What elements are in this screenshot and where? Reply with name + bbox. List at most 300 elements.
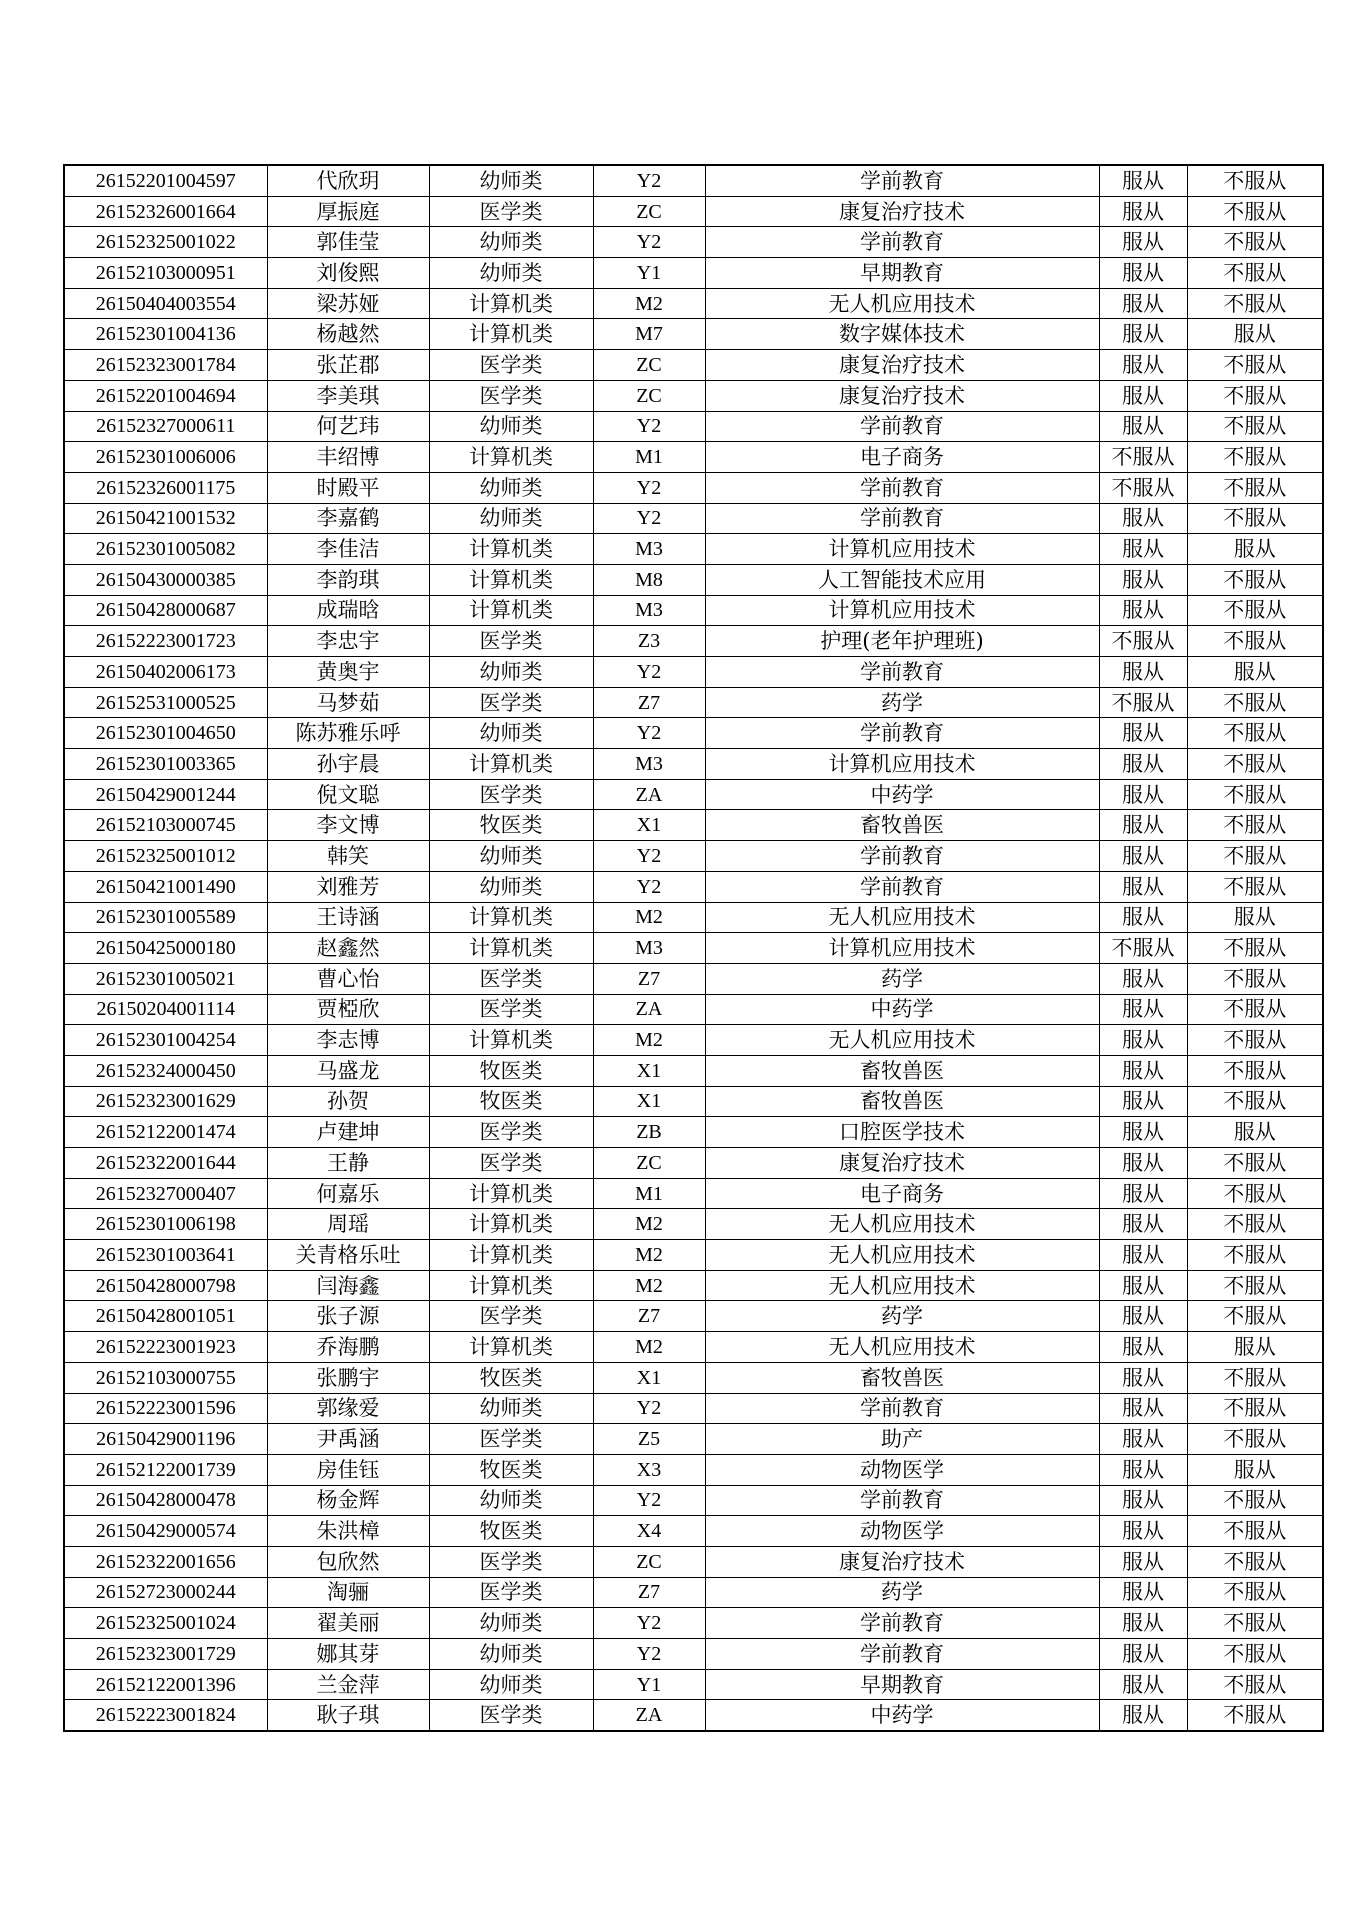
major-code-cell: M3 (593, 595, 705, 626)
student-name-cell: 孙贺 (267, 1086, 429, 1117)
major-name-cell: 口腔医学技术 (705, 1117, 1099, 1148)
student-name-cell: 闫海鑫 (267, 1270, 429, 1301)
adjust-major-cell: 服从 (1099, 350, 1187, 381)
table-row (64, 1577, 1323, 1608)
major-name-cell: 畜牧兽医 (705, 1086, 1099, 1117)
table-row (64, 933, 1323, 964)
category-cell: 幼师类 (429, 718, 593, 749)
student-name-cell: 李忠宇 (267, 626, 429, 657)
adjust-major-cell: 服从 (1099, 1148, 1187, 1179)
student-name-cell: 卢建坤 (267, 1117, 429, 1148)
category-cell: 幼师类 (429, 657, 593, 688)
student-name-cell: 贾椏欣 (267, 994, 429, 1025)
major-code-cell: M2 (593, 1270, 705, 1301)
major-code-cell: M8 (593, 564, 705, 595)
category-cell: 医学类 (429, 963, 593, 994)
adjust-school-cell: 不服从 (1187, 1393, 1323, 1424)
student-name-cell: 张子源 (267, 1301, 429, 1332)
exam-id-cell: 26152301004254 (64, 1025, 267, 1056)
student-name-cell: 房佳钰 (267, 1454, 429, 1485)
adjust-school-cell: 服从 (1187, 534, 1323, 565)
major-name-cell: 计算机应用技术 (705, 534, 1099, 565)
category-cell: 计算机类 (429, 902, 593, 933)
table-row (64, 380, 1323, 411)
major-code-cell: ZC (593, 1546, 705, 1577)
adjust-school-cell: 服从 (1187, 657, 1323, 688)
adjust-major-cell: 服从 (1099, 288, 1187, 319)
exam-id-cell: 26152201004597 (64, 165, 267, 196)
exam-id-cell: 26152223001923 (64, 1332, 267, 1363)
major-name-cell: 电子商务 (705, 442, 1099, 473)
adjust-school-cell: 不服从 (1187, 841, 1323, 872)
major-name-cell: 学前教育 (705, 1393, 1099, 1424)
major-name-cell: 数字媒体技术 (705, 319, 1099, 350)
student-name-cell: 马盛龙 (267, 1055, 429, 1086)
major-code-cell: Y2 (593, 1393, 705, 1424)
major-name-cell: 早期教育 (705, 1669, 1099, 1700)
category-cell: 医学类 (429, 380, 593, 411)
adjust-major-cell: 服从 (1099, 810, 1187, 841)
major-code-cell: Y2 (593, 657, 705, 688)
adjust-major-cell: 服从 (1099, 380, 1187, 411)
category-cell: 牧医类 (429, 810, 593, 841)
major-code-cell: ZC (593, 380, 705, 411)
adjust-major-cell: 服从 (1099, 1301, 1187, 1332)
table-row (64, 841, 1323, 872)
student-name-cell: 关青格乐吐 (267, 1240, 429, 1271)
major-name-cell: 学前教育 (705, 1639, 1099, 1670)
major-name-cell: 动物医学 (705, 1454, 1099, 1485)
adjust-school-cell: 不服从 (1187, 871, 1323, 902)
adjust-major-cell: 服从 (1099, 1393, 1187, 1424)
adjust-school-cell: 不服从 (1187, 196, 1323, 227)
adjust-major-cell: 服从 (1099, 1454, 1187, 1485)
major-name-cell: 无人机应用技术 (705, 1240, 1099, 1271)
adjust-major-cell: 服从 (1099, 1424, 1187, 1455)
exam-id-cell: 26152325001012 (64, 841, 267, 872)
table-row (64, 810, 1323, 841)
exam-id-cell: 26152326001664 (64, 196, 267, 227)
exam-id-cell: 26152301006198 (64, 1209, 267, 1240)
major-name-cell: 中药学 (705, 779, 1099, 810)
major-code-cell: M7 (593, 319, 705, 350)
major-name-cell: 无人机应用技术 (705, 1025, 1099, 1056)
exam-id-cell: 26152201004694 (64, 380, 267, 411)
table-row (64, 503, 1323, 534)
major-name-cell: 无人机应用技术 (705, 288, 1099, 319)
category-cell: 幼师类 (429, 1669, 593, 1700)
category-cell: 计算机类 (429, 1209, 593, 1240)
adjust-major-cell: 服从 (1099, 902, 1187, 933)
adjust-school-cell: 不服从 (1187, 503, 1323, 534)
adjust-school-cell: 不服从 (1187, 1148, 1323, 1179)
table-row (64, 871, 1323, 902)
category-cell: 计算机类 (429, 749, 593, 780)
adjust-major-cell: 服从 (1099, 871, 1187, 902)
adjust-major-cell: 服从 (1099, 1669, 1187, 1700)
exam-id-cell: 26152223001723 (64, 626, 267, 657)
category-cell: 幼师类 (429, 258, 593, 289)
table-row (64, 1516, 1323, 1547)
adjust-school-cell: 不服从 (1187, 1608, 1323, 1639)
student-name-cell: 张鹏宇 (267, 1362, 429, 1393)
major-code-cell: ZC (593, 350, 705, 381)
adjust-school-cell: 不服从 (1187, 1546, 1323, 1577)
category-cell: 计算机类 (429, 1240, 593, 1271)
adjust-school-cell: 不服从 (1187, 288, 1323, 319)
table-row (64, 1362, 1323, 1393)
table-row (64, 1454, 1323, 1485)
category-cell: 幼师类 (429, 1485, 593, 1516)
adjust-major-cell: 服从 (1099, 1086, 1187, 1117)
adjust-major-cell: 服从 (1099, 1362, 1187, 1393)
category-cell: 牧医类 (429, 1086, 593, 1117)
major-name-cell: 康复治疗技术 (705, 1148, 1099, 1179)
major-code-cell: M2 (593, 1332, 705, 1363)
category-cell: 幼师类 (429, 165, 593, 196)
major-name-cell: 计算机应用技术 (705, 749, 1099, 780)
major-name-cell: 康复治疗技术 (705, 350, 1099, 381)
student-name-cell: 何艺玮 (267, 411, 429, 442)
student-name-cell: 李嘉鹤 (267, 503, 429, 534)
exam-id-cell: 26152103000755 (64, 1362, 267, 1393)
adjust-major-cell: 服从 (1099, 411, 1187, 442)
category-cell: 医学类 (429, 1117, 593, 1148)
adjust-school-cell: 不服从 (1187, 350, 1323, 381)
category-cell: 计算机类 (429, 442, 593, 473)
major-code-cell: M3 (593, 933, 705, 964)
major-name-cell: 无人机应用技术 (705, 1332, 1099, 1363)
table-row (64, 258, 1323, 289)
table-row (64, 902, 1323, 933)
category-cell: 计算机类 (429, 288, 593, 319)
adjust-major-cell: 不服从 (1099, 626, 1187, 657)
major-name-cell: 学前教育 (705, 1485, 1099, 1516)
exam-id-cell: 26152323001784 (64, 350, 267, 381)
major-code-cell: X1 (593, 1086, 705, 1117)
major-name-cell: 中药学 (705, 994, 1099, 1025)
adjust-major-cell: 服从 (1099, 1332, 1187, 1363)
adjust-school-cell: 服从 (1187, 319, 1323, 350)
category-cell: 计算机类 (429, 319, 593, 350)
student-name-cell: 梁苏娅 (267, 288, 429, 319)
major-code-cell: Y1 (593, 1669, 705, 1700)
adjust-major-cell: 服从 (1099, 1270, 1187, 1301)
major-name-cell: 学前教育 (705, 1608, 1099, 1639)
category-cell: 牧医类 (429, 1516, 593, 1547)
major-code-cell: X1 (593, 1055, 705, 1086)
student-name-cell: 赵鑫然 (267, 933, 429, 964)
exam-id-cell: 26150428001051 (64, 1301, 267, 1332)
major-code-cell: Z7 (593, 1301, 705, 1332)
category-cell: 医学类 (429, 1301, 593, 1332)
major-name-cell: 学前教育 (705, 411, 1099, 442)
major-name-cell: 学前教育 (705, 871, 1099, 902)
exam-id-cell: 26152103000745 (64, 810, 267, 841)
table-row (64, 288, 1323, 319)
major-name-cell: 学前教育 (705, 718, 1099, 749)
student-name-cell: 兰金萍 (267, 1669, 429, 1700)
adjust-school-cell: 不服从 (1187, 1055, 1323, 1086)
adjust-school-cell: 不服从 (1187, 1669, 1323, 1700)
table-row (64, 1270, 1323, 1301)
major-name-cell: 早期教育 (705, 258, 1099, 289)
adjust-major-cell: 服从 (1099, 319, 1187, 350)
adjust-major-cell: 服从 (1099, 841, 1187, 872)
student-name-cell: 李佳洁 (267, 534, 429, 565)
major-code-cell: Y2 (593, 227, 705, 258)
category-cell: 幼师类 (429, 227, 593, 258)
adjust-major-cell: 服从 (1099, 779, 1187, 810)
table-row (64, 595, 1323, 626)
adjust-school-cell: 不服从 (1187, 626, 1323, 657)
exam-id-cell: 26150429000574 (64, 1516, 267, 1547)
table-row (64, 1669, 1323, 1700)
major-code-cell: ZC (593, 196, 705, 227)
adjust-major-cell: 服从 (1099, 1178, 1187, 1209)
adjust-school-cell: 不服从 (1187, 1362, 1323, 1393)
adjust-major-cell: 服从 (1099, 1055, 1187, 1086)
exam-id-cell: 26152122001739 (64, 1454, 267, 1485)
student-name-cell: 张芷郡 (267, 350, 429, 381)
exam-id-cell: 26152301005589 (64, 902, 267, 933)
student-name-cell: 何嘉乐 (267, 1178, 429, 1209)
major-code-cell: Y1 (593, 258, 705, 289)
adjust-major-cell: 服从 (1099, 595, 1187, 626)
adjust-major-cell: 服从 (1099, 1639, 1187, 1670)
adjust-school-cell: 不服从 (1187, 1424, 1323, 1455)
major-name-cell: 药学 (705, 687, 1099, 718)
student-name-cell: 倪文聪 (267, 779, 429, 810)
adjust-major-cell: 服从 (1099, 994, 1187, 1025)
exam-id-cell: 26152301003365 (64, 749, 267, 780)
table-row (64, 411, 1323, 442)
major-code-cell: Y2 (593, 718, 705, 749)
adjust-school-cell: 不服从 (1187, 380, 1323, 411)
table-row (64, 1025, 1323, 1056)
adjust-major-cell: 服从 (1099, 963, 1187, 994)
student-name-cell: 包欣然 (267, 1546, 429, 1577)
exam-id-cell: 26152325001022 (64, 227, 267, 258)
exam-id-cell: 26150204001114 (64, 994, 267, 1025)
adjust-major-cell: 不服从 (1099, 687, 1187, 718)
exam-id-cell: 26152322001656 (64, 1546, 267, 1577)
adjust-school-cell: 不服从 (1187, 687, 1323, 718)
major-code-cell: M1 (593, 442, 705, 473)
table-row (64, 1178, 1323, 1209)
major-code-cell: Z7 (593, 963, 705, 994)
category-cell: 计算机类 (429, 1178, 593, 1209)
adjust-school-cell: 不服从 (1187, 1025, 1323, 1056)
adjust-major-cell: 服从 (1099, 657, 1187, 688)
category-cell: 计算机类 (429, 933, 593, 964)
adjust-major-cell: 服从 (1099, 1025, 1187, 1056)
category-cell: 计算机类 (429, 1270, 593, 1301)
table-row (64, 994, 1323, 1025)
adjust-school-cell: 服从 (1187, 902, 1323, 933)
exam-id-cell: 26150404003554 (64, 288, 267, 319)
major-code-cell: X1 (593, 1362, 705, 1393)
exam-id-cell: 26152327000611 (64, 411, 267, 442)
adjust-major-cell: 服从 (1099, 258, 1187, 289)
student-name-cell: 朱洪樟 (267, 1516, 429, 1547)
category-cell: 医学类 (429, 1577, 593, 1608)
major-code-cell: M3 (593, 749, 705, 780)
table-row (64, 1332, 1323, 1363)
adjust-major-cell: 服从 (1099, 1240, 1187, 1271)
student-name-cell: 丰绍博 (267, 442, 429, 473)
table-row (64, 1700, 1323, 1731)
exam-id-cell: 26152322001644 (64, 1148, 267, 1179)
table-row (64, 963, 1323, 994)
adjust-school-cell: 不服从 (1187, 933, 1323, 964)
adjust-school-cell: 不服从 (1187, 1639, 1323, 1670)
adjust-school-cell: 不服从 (1187, 165, 1323, 196)
major-name-cell: 康复治疗技术 (705, 380, 1099, 411)
major-name-cell: 无人机应用技术 (705, 902, 1099, 933)
major-name-cell: 学前教育 (705, 472, 1099, 503)
category-cell: 牧医类 (429, 1055, 593, 1086)
major-code-cell: M2 (593, 1240, 705, 1271)
student-name-cell: 马梦茹 (267, 687, 429, 718)
student-name-cell: 厚振庭 (267, 196, 429, 227)
student-name-cell: 翟美丽 (267, 1608, 429, 1639)
student-name-cell: 刘俊熙 (267, 258, 429, 289)
adjust-school-cell: 不服从 (1187, 411, 1323, 442)
exam-id-cell: 26152323001629 (64, 1086, 267, 1117)
major-name-cell: 药学 (705, 963, 1099, 994)
category-cell: 医学类 (429, 626, 593, 657)
exam-id-cell: 26152324000450 (64, 1055, 267, 1086)
adjust-school-cell: 不服从 (1187, 810, 1323, 841)
category-cell: 计算机类 (429, 534, 593, 565)
table-row (64, 350, 1323, 381)
major-code-cell: Z5 (593, 1424, 705, 1455)
exam-id-cell: 26150430000385 (64, 564, 267, 595)
student-name-cell: 郭缘爱 (267, 1393, 429, 1424)
adjust-school-cell: 不服从 (1187, 994, 1323, 1025)
major-code-cell: Y2 (593, 1485, 705, 1516)
major-code-cell: ZC (593, 1148, 705, 1179)
major-code-cell: ZA (593, 779, 705, 810)
major-name-cell: 畜牧兽医 (705, 1055, 1099, 1086)
table-row (64, 1055, 1323, 1086)
student-name-cell: 代欣玥 (267, 165, 429, 196)
category-cell: 幼师类 (429, 1639, 593, 1670)
exam-id-cell: 26152301003641 (64, 1240, 267, 1271)
adjust-school-cell: 服从 (1187, 1332, 1323, 1363)
major-code-cell: ZA (593, 994, 705, 1025)
category-cell: 幼师类 (429, 411, 593, 442)
major-name-cell: 无人机应用技术 (705, 1270, 1099, 1301)
student-name-cell: 郭佳莹 (267, 227, 429, 258)
adjust-school-cell: 不服从 (1187, 1516, 1323, 1547)
exam-id-cell: 26150421001532 (64, 503, 267, 534)
exam-id-cell: 26152301005082 (64, 534, 267, 565)
major-code-cell: X3 (593, 1454, 705, 1485)
category-cell: 医学类 (429, 1546, 593, 1577)
major-name-cell: 学前教育 (705, 657, 1099, 688)
table-row (64, 657, 1323, 688)
adjust-school-cell: 不服从 (1187, 1209, 1323, 1240)
major-code-cell: Y2 (593, 871, 705, 902)
adjust-school-cell: 不服从 (1187, 258, 1323, 289)
major-code-cell: M2 (593, 1025, 705, 1056)
adjust-school-cell: 不服从 (1187, 1086, 1323, 1117)
student-name-cell: 李志博 (267, 1025, 429, 1056)
table-row (64, 227, 1323, 258)
table-row (64, 1424, 1323, 1455)
table-row (64, 1393, 1323, 1424)
exam-id-cell: 26150428000798 (64, 1270, 267, 1301)
category-cell: 医学类 (429, 1700, 593, 1731)
category-cell: 计算机类 (429, 595, 593, 626)
student-name-cell: 李文博 (267, 810, 429, 841)
exam-id-cell: 26152326001175 (64, 472, 267, 503)
student-name-cell: 刘雅芳 (267, 871, 429, 902)
adjust-school-cell: 不服从 (1187, 227, 1323, 258)
major-code-cell: M3 (593, 534, 705, 565)
category-cell: 幼师类 (429, 1608, 593, 1639)
table-body (64, 165, 1323, 1731)
major-name-cell: 学前教育 (705, 503, 1099, 534)
exam-id-cell: 26152223001824 (64, 1700, 267, 1731)
category-cell: 医学类 (429, 350, 593, 381)
student-name-cell: 曹心怡 (267, 963, 429, 994)
exam-id-cell: 26152122001396 (64, 1669, 267, 1700)
category-cell: 牧医类 (429, 1454, 593, 1485)
exam-id-cell: 26150402006173 (64, 657, 267, 688)
category-cell: 医学类 (429, 994, 593, 1025)
table-row (64, 534, 1323, 565)
major-name-cell: 中药学 (705, 1700, 1099, 1731)
category-cell: 幼师类 (429, 503, 593, 534)
student-name-cell: 周瑶 (267, 1209, 429, 1240)
major-code-cell: Y2 (593, 472, 705, 503)
adjust-major-cell: 服从 (1099, 534, 1187, 565)
table-row (64, 1148, 1323, 1179)
exam-id-cell: 26152122001474 (64, 1117, 267, 1148)
student-name-cell: 李韵琪 (267, 564, 429, 595)
category-cell: 医学类 (429, 1148, 593, 1179)
major-name-cell: 计算机应用技术 (705, 933, 1099, 964)
student-name-cell: 杨金辉 (267, 1485, 429, 1516)
adjust-school-cell: 不服从 (1187, 1178, 1323, 1209)
student-name-cell: 陈苏雅乐呼 (267, 718, 429, 749)
major-name-cell: 学前教育 (705, 841, 1099, 872)
category-cell: 医学类 (429, 196, 593, 227)
major-code-cell: Z7 (593, 687, 705, 718)
student-name-cell: 耿子琪 (267, 1700, 429, 1731)
category-cell: 幼师类 (429, 841, 593, 872)
major-code-cell: M1 (593, 1178, 705, 1209)
adjust-major-cell: 服从 (1099, 749, 1187, 780)
category-cell: 计算机类 (429, 1025, 593, 1056)
major-code-cell: X1 (593, 810, 705, 841)
major-name-cell: 畜牧兽医 (705, 1362, 1099, 1393)
adjust-major-cell: 服从 (1099, 1209, 1187, 1240)
exam-id-cell: 26152223001596 (64, 1393, 267, 1424)
student-name-cell: 时殿平 (267, 472, 429, 503)
major-name-cell: 药学 (705, 1577, 1099, 1608)
adjust-school-cell: 不服从 (1187, 564, 1323, 595)
exam-id-cell: 26152323001729 (64, 1639, 267, 1670)
major-name-cell: 康复治疗技术 (705, 1546, 1099, 1577)
major-name-cell: 药学 (705, 1301, 1099, 1332)
adjust-major-cell: 服从 (1099, 564, 1187, 595)
adjust-school-cell: 不服从 (1187, 1270, 1323, 1301)
table-row (64, 626, 1323, 657)
